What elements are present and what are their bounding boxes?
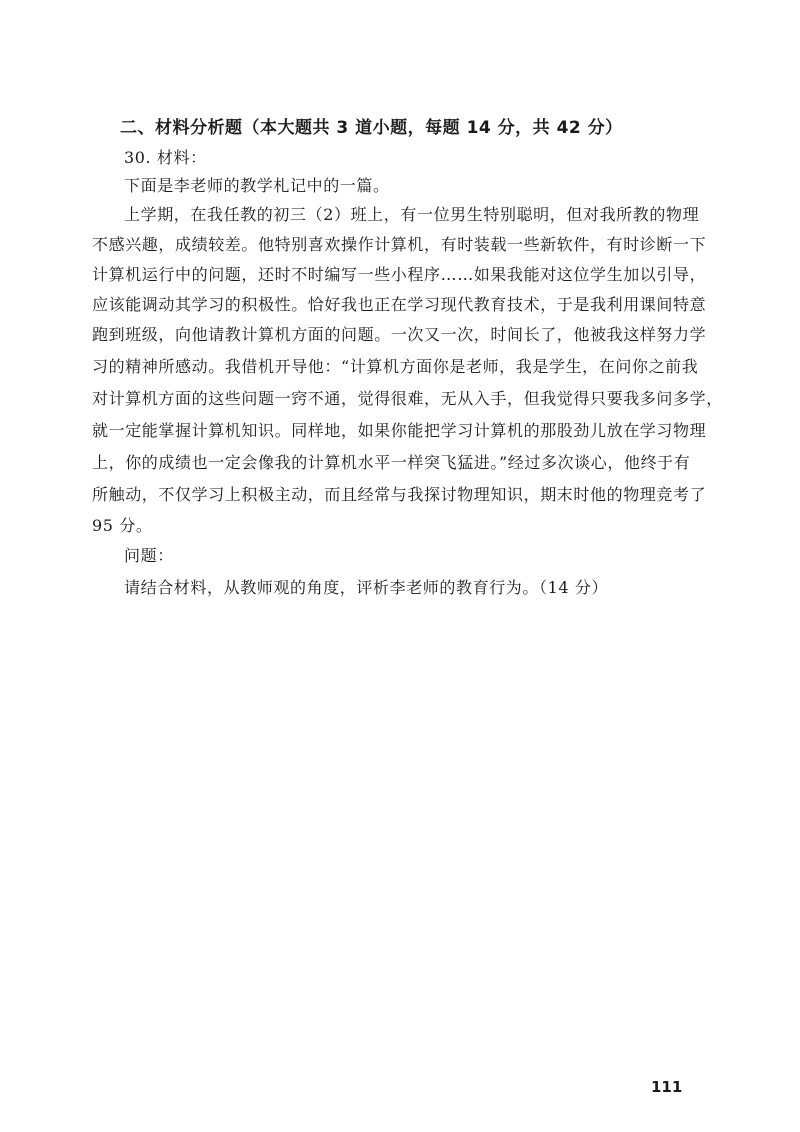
material-line: 应该能调动其学习的积极性。恰好我也正在学习现代教育技术，于是我利用课间特意 bbox=[92, 295, 707, 314]
material-line: 上学期，在我任教的初三（2）班上，有一位男生特别聪明，但对我所教的物理 bbox=[124, 205, 700, 224]
question-prompt-label: 问题： bbox=[124, 546, 174, 565]
material-line: 不感兴趣，成绩较差。他特别喜欢操作计算机，有时装载一些新软件，有时诊断一下 bbox=[92, 235, 707, 254]
question-number-label: 30. 材料： bbox=[124, 148, 207, 167]
material-line: 就一定能掌握计算机知识。同样地，如果你能把学习计算机的那股劲儿放在学习物理 bbox=[92, 421, 707, 440]
material-line: 所触动，不仅学习上积极主动，而且经常与我探讨物理知识，期末时他的物理竞考了 bbox=[92, 485, 707, 504]
page-number: 111 bbox=[651, 1078, 683, 1096]
section-heading: 二、材料分析题（本大题共 3 道小题，每题 14 分，共 42 分） bbox=[120, 118, 623, 138]
material-line: 跑到班级，向他请教计算机方面的问题。一次又一次，时间长了，他被我这样努力学 bbox=[92, 325, 707, 344]
question-prompt-text: 请结合材料，从教师观的角度，评析李老师的教育行为。（14 分） bbox=[124, 578, 609, 597]
material-line: 习的精神所感动。我借机开导他：“计算机方面你是老师，我是学生，在问你之前我 bbox=[92, 357, 699, 376]
material-line: 计算机运行中的问题，还时不时编写一些小程序……如果我能对这位学生加以引导， bbox=[92, 265, 707, 284]
material-line: 对计算机方面的这些问题一窍不通，觉得很难，无从入手，但我觉得只要我多问多学， bbox=[92, 389, 723, 408]
material-intro: 下面是李老师的教学札记中的一篇。 bbox=[124, 176, 390, 195]
material-line: 95 分。 bbox=[92, 516, 153, 535]
material-line: 上，你的成绩也一定会像我的计算机水平一样突飞猛进。”经过多次谈心，他终于有 bbox=[92, 453, 691, 472]
